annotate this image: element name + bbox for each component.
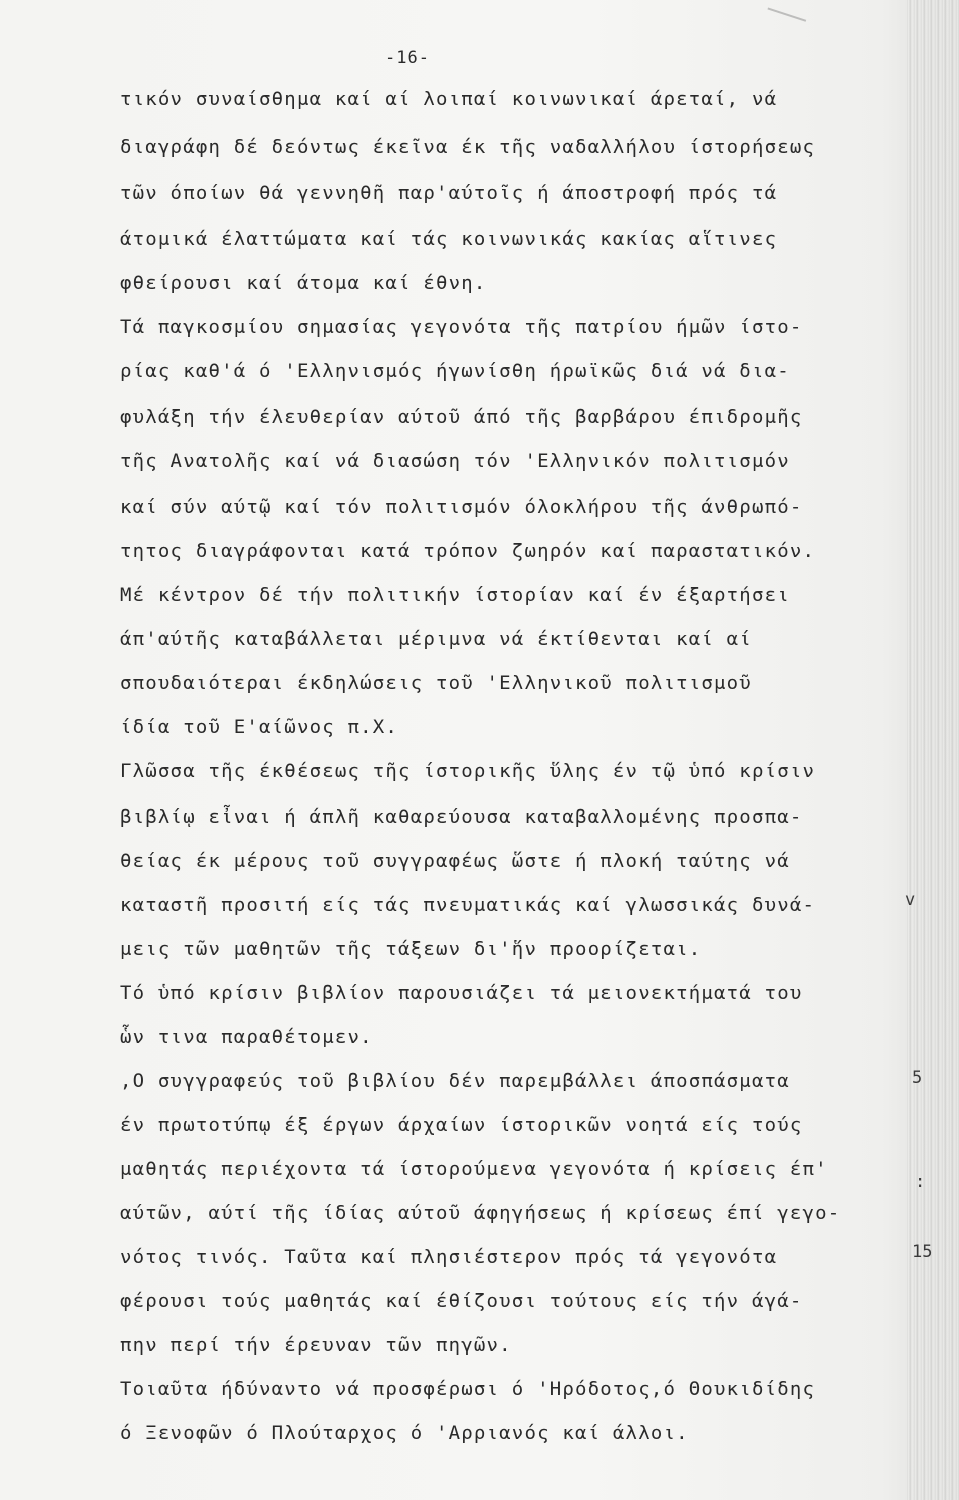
text-line: ό Ξενοφῶν ό Πλούταρχος ό 'Αρριανός καί άλλοι.	[120, 1422, 689, 1444]
text-line: Μέ κέντρον δέ τήν πολιτικήν ίστορίαν καί έν έξαρτήσει	[120, 584, 790, 606]
text-line: φθείρουσι καί άτομα καί έθνη.	[120, 272, 487, 294]
text-line: Τό ὑπό κρίσιν βιβλίον παρουσιάζει τά μειονεκτήματά του	[120, 982, 803, 1004]
margin-note: 5	[912, 1068, 923, 1088]
text-line: έν πρωτοτύπῳ έξ έργων άρχαίων ίστορικῶν νοητά είς τούς	[120, 1114, 803, 1136]
text-line: τῶν όποίων θά γεννηθῆ παρ'αύτοῖς ή άποστροφή πρός τά	[120, 182, 778, 204]
text-line: μεις τῶν μαθητῶν τῆς τάξεων δι'ἥν προορίζεται.	[120, 938, 702, 960]
margin-note: :	[915, 1172, 926, 1192]
text-line: καταστῆ προσιτή είς τάς πνευματικάς καί γλωσσικάς δυνά-	[120, 894, 816, 916]
text-line: φυλάξη τήν έλευθερίαν αύτοῦ άπό τῆς βαρβάρου έπιδρομῆς	[120, 406, 803, 428]
text-line: βιβλίῳ εἶναι ή άπλῆ καθαρεύουσα καταβαλλομένης προσπα-	[120, 806, 803, 828]
text-line: θείας έκ μέρους τοῦ συγγραφέως ὥστε ή πλοκή ταύτης νά	[120, 850, 790, 872]
text-line: μαθητάς περιέχοντα τά ίστορούμενα γεγονότα ή κρίσεις έπ'	[120, 1158, 828, 1180]
text-line: Τά παγκοσμίου σημασίας γεγονότα τῆς πατρίου ήμῶν ίστο-	[120, 316, 803, 338]
text-line: άπ'αύτῆς καταβάλλεται μέριμνα νά έκτίθενται καί αί	[120, 628, 752, 650]
margin-note: v	[905, 890, 916, 910]
text-line: φέρουσι τούς μαθητάς καί έθίζουσι τούτους είς τήν άγά-	[120, 1290, 803, 1312]
text-line: ίδία τοῦ Ε'αίῶνος π.Χ.	[120, 716, 399, 738]
text-line: ρίας καθ'ά ό 'Ελληνισμός ήγωνίσθη ήρωϊκῶς διά νά δια-	[120, 360, 790, 382]
text-line: τητος διαγράφονται κατά τρόπον ζωηρόν καί παραστατικόν.	[120, 540, 816, 562]
text-line: Τοιαῦτα ήδύναντο νά προσφέρωσι ό 'Ηρόδοτος,ό Θουκιδίδης	[120, 1378, 816, 1400]
text-line: αύτῶν, αύτί τῆς ίδίας αύτοῦ άφηγήσεως ή κρίσεως έπί γεγο-	[120, 1202, 841, 1224]
text-line: νότος τινός. Ταῦτα καί πλησιέστερον πρός τά γεγονότα	[120, 1246, 778, 1268]
text-line: τικόν συναίσθημα καί αί λοιπαί κοινωνικαί άρεταί, νά	[120, 88, 778, 110]
text-line: ,Ο συγγραφεύς τοῦ βιβλίου δέν παρεμβάλλει άποσπάσματα	[120, 1070, 790, 1092]
page-number: -16-	[385, 48, 430, 68]
text-line: διαγράφη δέ δεόντως έκεῖνα έκ τῆς ναδαλλήλου ίστορήσεως	[120, 136, 816, 158]
text-line: τῆς Ανατολῆς καί νά διασώση τόν 'Ελληνικόν πολιτισμόν	[120, 450, 790, 472]
text-line: πην περί τήν έρευναν τῶν πηγῶν.	[120, 1334, 512, 1356]
text-line: άτομικά έλαττώματα καί τάς κοινωνικάς κακίας αἵτινες	[120, 228, 778, 250]
text-line: σπουδαιότεραι έκδηλώσεις τοῦ 'Ελληνικοῦ πολιτισμοῦ	[120, 672, 752, 694]
margin-note: 15	[912, 1242, 933, 1262]
text-line: Γλῶσσα τῆς έκθέσεως τῆς ίστορικῆς ὕλης έν τῷ ὑπό κρίσιν	[120, 760, 816, 782]
text-line: ὧν τινα παραθέτομεν.	[120, 1026, 373, 1048]
text-line: καί σύν αύτῷ καί τόν πολιτισμόν όλοκλήρου τῆς άνθρωπό-	[120, 496, 803, 518]
